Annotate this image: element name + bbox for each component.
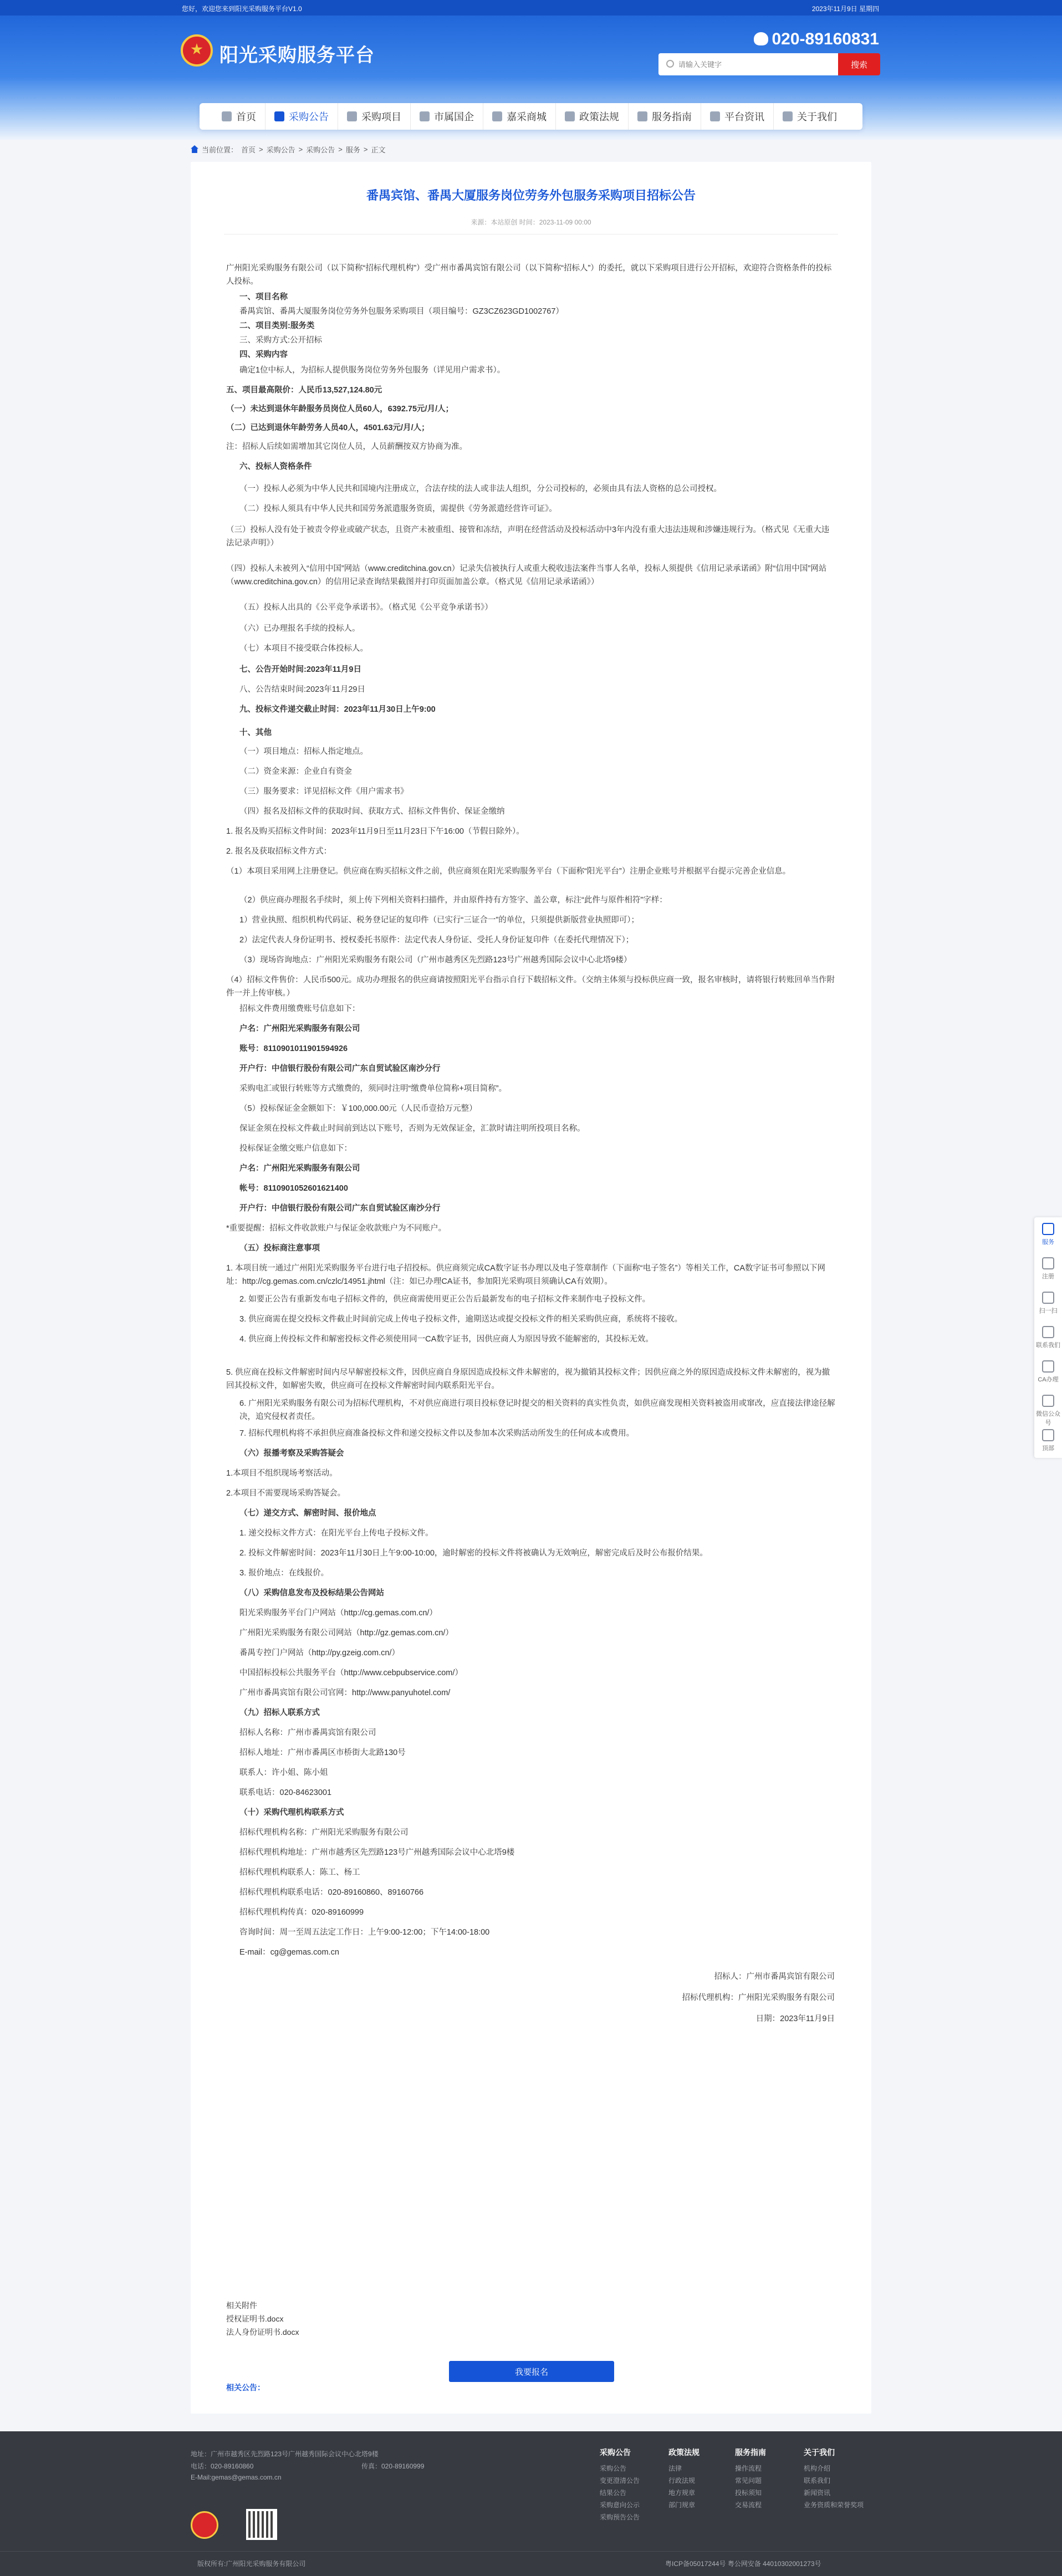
breadcrumb: 当前位置： 首页 > 采购公告 > 采购公告 > 服务 > 正文: [191, 143, 389, 155]
article-paragraph: 1. 递交投标文件方式：在阳光平台上传电子投标文件。: [239, 1529, 433, 1538]
article-paragraph: （二）已达到退休年龄劳务人员40人，4501.63元/月/人；: [226, 424, 430, 432]
article-paragraph: （五）投标商注意事项: [239, 1244, 320, 1253]
footer-phone: 电话：020-89160860: [191, 2462, 254, 2470]
article-paragraph: 招标代理机构联系电话：020-89160860、89160766: [239, 1888, 424, 1897]
article-paragraph: 户名：广州阳光采购服务有限公司: [239, 1164, 360, 1173]
qr-icon: [1042, 1292, 1054, 1304]
article-paragraph: 联系人：许小姐、陈小姐: [239, 1768, 328, 1777]
article-paragraph: 四、采购内容: [239, 350, 288, 359]
article-paragraph: （三）服务要求：详见招标文件《用户需求书》: [239, 787, 409, 796]
nav-home[interactable]: 首页: [213, 103, 266, 130]
flag-icon: [274, 111, 284, 121]
building-icon: [420, 111, 430, 121]
footer-link[interactable]: 变更澄清公告: [600, 2477, 640, 2485]
project-icon: [347, 111, 357, 121]
article-paragraph: 招标人：广州市番禺宾馆有限公司: [714, 1972, 835, 1981]
article-paragraph: 三、采购方式:公开招标: [239, 336, 323, 345]
hotline-number: 020-89160831: [772, 30, 879, 48]
article-paragraph: 注：招标人后续如需增加其它岗位人员，人员薪酬按双方协商为准。: [226, 442, 467, 451]
article-paragraph: *重要提醒：招标文件收款账户与保证金收款账户为不同账户。: [226, 1224, 447, 1233]
article-paragraph: 开户行：中信银行股份有限公司广东自贸试验区南沙分行: [239, 1064, 441, 1073]
article-paragraph: 六、投标人资格条件: [239, 462, 312, 471]
nav-mall[interactable]: 嘉采商城: [483, 103, 556, 130]
article-paragraph[interactable]: 广州市番禺宾馆有限公司官网：http://www.panyuhotel.com/: [239, 1689, 451, 1697]
article-paragraph: 7. 招标代理机构将不承担供应商准备投标文件和递交投标文件以及参加本次采购活动所发生的任何成本或费用。: [239, 1429, 635, 1438]
article-paragraph: （一）项目地点：招标人指定地点。: [239, 747, 368, 756]
nav-guide[interactable]: 服务指南: [629, 103, 701, 130]
article-paragraph[interactable]: 中国招标投标公共服务平台（http://www.cebpubservice.com/）: [239, 1669, 463, 1677]
nav-projects[interactable]: 采购项目: [338, 103, 411, 130]
emblem-logo-icon[interactable]: [181, 34, 213, 67]
article-paragraph: （二）资金来源：企业自有资金: [239, 767, 352, 776]
top-bar: [0, 0, 1062, 16]
article-paragraph: 九、投标文件递交截止时间：2023年11月30日上午9:00: [239, 705, 436, 714]
article-paragraph: 投标保证金缴交账户信息如下：: [239, 1144, 352, 1153]
footer-link[interactable]: 机构介绍: [804, 2465, 831, 2472]
article-paragraph: 二、项目类别:服务类: [239, 322, 315, 330]
article-paragraph: 广州阳光采购服务有限公司（以下简称“招标代理机构”）受广州市番禺宾馆有限公司（以下简称“招标人”）的委托，就以下采购项目进行公开招标，欢迎符合资格条件的投标人投标。: [226, 264, 832, 286]
article-paragraph: 番禺宾馆、番禺大厦服务岗位劳务外包服务采购项目（项目编号：GZ3CZ623GD1002767）: [239, 307, 564, 316]
breadcrumb-link[interactable]: 服务: [345, 145, 360, 154]
user-icon: [1042, 1257, 1054, 1269]
article-paragraph: 确定1位中标人，为招标人提供服务岗位劳务外包服务（详见用户需求书）。: [239, 366, 506, 375]
article-paragraph: （1）本项目采用网上注册登记。供应商在购买招标文件之前，供应商须在阳光采购服务平台（下面称“阳光平台”）注册企业账号并根据平台提示完善企业信息。: [226, 867, 791, 876]
article-paragraph: 帐号：8110901052601621400: [239, 1184, 348, 1193]
article-paragraph: 2）法定代表人身份证明书、授权委托书原件：法定代表人身份证、受托人身份证复印件（在委托代理情况下）；: [239, 936, 634, 945]
article-paragraph: （六）报播考察及采购答疑会: [239, 1449, 344, 1458]
footer-col-title: 关于我们: [804, 2448, 835, 2457]
search-icon: [666, 60, 674, 68]
article-paragraph[interactable]: 番禺专控门户网站（http://py.gzeig.com.cn/）: [239, 1649, 400, 1657]
footer-link[interactable]: 投标须知: [735, 2489, 762, 2497]
info-icon: [783, 111, 793, 121]
back-to-top-button[interactable]: 顶部: [1034, 1424, 1062, 1458]
ca-button[interactable]: CA办理: [1034, 1355, 1062, 1389]
article-paragraph: （七）递交方式、解密时间、报价地点: [239, 1509, 376, 1518]
article-paragraph: （2）供应商办理报名手续时，须上传下列相关资料扫描件，并由原件持有方签字、盖公章，标注“此件与原件相符”字样：: [239, 896, 667, 905]
contact-button[interactable]: 联系我们: [1034, 1320, 1062, 1355]
footer-copyright: 版权所有:广州阳光采购服务有限公司: [197, 2560, 306, 2568]
article-paragraph: 联系电话：020-84623001: [239, 1788, 332, 1797]
article-meta: 来源：本站原创 时间：2023-11-09 00:00: [471, 218, 591, 226]
breadcrumb-link[interactable]: 首页: [241, 145, 256, 154]
wechat-button[interactable]: 微信公众号: [1034, 1389, 1062, 1424]
article-paragraph: 招标代理机构名称：广州阳光采购服务有限公司: [239, 1828, 409, 1837]
article-paragraph: （四）投标人未被列入“信用中国”网站（www.creditchina.gov.cn）记录失信被执行人或重大税收违法案件当事人名单，投标人须提供《信用记录承诺函》附“信用中国”网站（www.creditchina.gov.cn）的信用记录查询结果截图并打印页面加盖公章。（格式见《信用记录承诺函》）: [226, 564, 827, 586]
article-paragraph: 十、其他: [239, 728, 272, 737]
article-paragraph: 3. 供应商需在提交投标文件截止时间前完成上传电子投标文件，逾期送达或提交投标文件的相关采购供应商，系统将不接收。: [239, 1315, 683, 1324]
nav-news[interactable]: 平台资讯: [701, 103, 774, 130]
article-paragraph: 八、公告结束时间:2023年11月29日: [239, 685, 365, 694]
article-paragraph: 五、项目最高限价：人民币13,527,124.80元: [226, 386, 382, 395]
article-paragraph: （七）本项目不接受联合体投标人。: [239, 644, 368, 653]
footer-link[interactable]: 联系我们: [804, 2477, 831, 2485]
footer-link[interactable]: 行政法规: [668, 2477, 696, 2485]
welcome-text: 您好，欢迎您来到阳光采购服务平台V1.0: [182, 5, 302, 13]
home-icon: [191, 145, 198, 153]
article-paragraph: 招标人地址：广州市番禺区市桥街大北路130号: [239, 1748, 406, 1757]
breadcrumb-link[interactable]: 采购公告: [266, 145, 295, 154]
news-icon: [710, 111, 720, 121]
article-paragraph: （3）现场咨询地点：广州阳光采购服务有限公司（广州市越秀区先烈路123号广州越秀国际会议中心北塔9楼）: [239, 956, 632, 965]
article-paragraph: 招标文件费用缴费账号信息如下：: [239, 1004, 360, 1013]
article-paragraph: 咨询时间：周一至周五法定工作日：上午9:00-12:00；下午14:00-18:00: [239, 1928, 490, 1937]
search-box: [658, 53, 838, 75]
cart-icon: [492, 111, 502, 121]
article-paragraph: 2. 报名及获取招标文件方式：: [226, 847, 332, 856]
document-icon: [565, 111, 575, 121]
nav-announcements[interactable]: 采购公告: [266, 103, 338, 130]
footer-email: E-Mail:gemas@gemas.com.cn: [191, 2473, 282, 2481]
article-paragraph: 4. 供应商上传投标文件和解密投标文件必须使用同一CA数字证书，因供应商人为原因导致不能解密的，其投标无效。: [239, 1335, 653, 1344]
footer-link[interactable]: 采购预告公告: [600, 2513, 640, 2521]
article-paragraph: （一）投标人必须为中华人民共和国境内注册成立，合法存续的法人或非法人组织，分公司投标的，必须由具有法人资格的总公司授权。: [239, 484, 722, 493]
phone-icon: [754, 32, 768, 45]
footer-link[interactable]: 采购公告: [600, 2465, 627, 2472]
attachments-label: 相关附件: [226, 2301, 257, 2310]
guide-icon: [637, 111, 647, 121]
breadcrumb-current: 正文: [371, 145, 386, 154]
article-paragraph: （九）招标人联系方式: [239, 1708, 320, 1717]
article-paragraph: 6. 广州阳光采购服务有限公司为招标代理机构，不对供应商进行项目投标登记时提交的相关资料的真实性负责，如供应商发现相关资料被盗用或窜改，应直接法律途径解决，追究侵权者责任。: [239, 1399, 835, 1421]
site-header: [0, 0, 1062, 140]
footer-col-title: 服务指南: [735, 2448, 766, 2457]
current-date: 2023年11月9日 星期四: [811, 5, 879, 13]
footer-fax: 传真：020-89160999: [361, 2462, 425, 2470]
main-nav: [200, 103, 862, 130]
footer-link[interactable]: 法律: [668, 2465, 682, 2472]
article-paragraph: 招标代理机构传真：020-89160999: [239, 1908, 364, 1917]
nav-about[interactable]: 关于我们: [774, 103, 846, 130]
article-paragraph: （十）采购代理机构联系方式: [239, 1808, 344, 1817]
article-paragraph: 1）营业执照、组织机构代码证、税务登记证的复印件（已实行“三证合一”的单位，只须提供新版营业执照即可）；: [239, 916, 639, 925]
government-badge-icon[interactable]: [191, 2511, 218, 2539]
qr-code-icon: [246, 2509, 277, 2540]
article-paragraph: （一）未达到退休年龄服务员岗位人员60人，6392.75元/月/人；: [226, 405, 454, 414]
apply-button[interactable]: 我要报名: [449, 2361, 614, 2382]
article-paragraph: （四）报名及招标文件的获取时间、获取方式、招标文件售价、保证金缴纳: [239, 807, 505, 816]
arrow-up-icon: [1042, 1429, 1054, 1441]
footer-link[interactable]: 操作流程: [735, 2465, 762, 2472]
certificate-icon: [1042, 1360, 1054, 1373]
article-paragraph[interactable]: 广州阳光采购服务有限公司网站（http://gz.gemas.com.cn/）: [239, 1629, 453, 1638]
article-paragraph: 保证金须在投标文件截止时间前到达以下账号，否则为无效保证金，汇款时请注明所投项目名称。: [239, 1124, 585, 1133]
nav-soe[interactable]: 市属国企: [411, 103, 483, 130]
article-paragraph: （二）投标人须具有中华人民共和国劳务派遣服务资质，需提供《劳务派遣经营许可证》。: [239, 504, 557, 513]
article-paragraph: 招标代理机构地址：广州市越秀区先烈路123号广州越秀国际会议中心北塔9楼: [239, 1848, 515, 1857]
article-paragraph: （六）已办理报名手续的投标人。: [239, 624, 360, 633]
footer-link[interactable]: 交易流程: [735, 2501, 762, 2509]
footer-address: 地址：广州市越秀区先烈路123号广州越秀国际会议中心北塔9楼: [191, 2450, 379, 2458]
article-paragraph: 户名：广州阳光采购服务有限公司: [239, 1024, 360, 1033]
article-paragraph: 1. 报名及购买招标文件时间：2023年11月9日至11月23日下午16:00（节假日除外）。: [226, 827, 524, 836]
article-paragraph: 招标代理机构：广州阳光采购服务有限公司: [682, 1993, 835, 2002]
breadcrumb-link[interactable]: 采购公告: [306, 145, 335, 154]
article-paragraph: E-mail：cg@gemas.com.cn: [239, 1948, 339, 1957]
footer-link[interactable]: 业务资质和荣誉奖项: [804, 2501, 864, 2509]
article-paragraph[interactable]: 阳光采购服务平台门户网站（http://cg.gemas.com.cn/）: [239, 1609, 437, 1618]
related-announcements-label: 相关公告：: [226, 2383, 265, 2392]
article-paragraph: 采购电汇或银行转账等方式缴费的，须同时注明“缴费单位简称+项目简称”。: [239, 1084, 507, 1093]
footer-link[interactable]: 地方规章: [668, 2489, 696, 2497]
float-toolbar: [1034, 1217, 1062, 1458]
article-paragraph: 5. 供应商在投标文件解密时间内尽早解密投标文件，因供应商自身原因造成投标文件未解密的，视为撤销其投标文件；因供应商之外的原因造成投标文件未解密的，视为撤回其投标文件，如解密失败，供应商可在投标文件解密时间内联系阳光平台。: [226, 1368, 830, 1390]
article-paragraph: 账号：8110901011901594926: [239, 1044, 348, 1053]
footer-link[interactable]: 常见问题: [735, 2477, 762, 2485]
divider: [0, 2551, 1062, 2552]
service-button[interactable]: 服务: [1034, 1217, 1062, 1252]
search-input[interactable]: [678, 58, 834, 71]
footer-link[interactable]: 新闻资讯: [804, 2489, 831, 2497]
search-button[interactable]: 搜索: [838, 53, 880, 75]
nav-policy[interactable]: 政策法规: [556, 103, 629, 130]
footer-icp: 粤ICP备05017244号 粤公网安备 44010302001273号: [665, 2560, 821, 2568]
site-footer: [0, 2431, 1062, 2576]
article-paragraph: 3. 报价地点：在线报价。: [239, 1569, 329, 1578]
attachment-link[interactable]: 法人身份证明书.docx: [226, 2328, 299, 2337]
article-paragraph: 招标人名称：广州市番禺宾馆有限公司: [239, 1728, 376, 1737]
article-paragraph: 招标代理机构联系人：陈工、杨工: [239, 1868, 360, 1877]
article-paragraph: （三）投标人没有处于被责令停业或破产状态，且资产未被重组、接管和冻结，声明在经营活动及投标活动中3年内没有重大违法违规和涉嫌违规行为。（格式见《无重大违法记录声明》）: [226, 526, 830, 548]
article-paragraph: （五）投标人出具的《公平竞争承诺书》。（格式见《公平竞争承诺书》）: [239, 603, 493, 612]
article-card: [191, 162, 871, 2414]
article-paragraph: 日期：2023年11月9日: [755, 2014, 835, 2023]
article-paragraph: （八）采购信息发布及投标结果公告网站: [239, 1589, 384, 1598]
article-paragraph: （4）招标文件售价：人民币500元。成功办理报名的供应商请按照阳光平台指示自行下载招标文件。（交纳主体须与投标供应商一致，报名审核时，请将银行转账回单当作附件一并上传审核。）: [226, 976, 835, 998]
site-title[interactable]: 阳光采购服务平台: [219, 45, 375, 66]
home-icon: [222, 111, 232, 121]
article-paragraph: （5）投标保证金金额如下：￥100,000.00元（人民币壹拾万元整）: [239, 1104, 477, 1113]
article-paragraph: 七、公告开始时间:2023年11月9日: [239, 665, 361, 674]
article-title: 番禺宾馆、番禺大厦服务岗位劳务外包服务采购项目招标公告: [366, 188, 696, 202]
wechat-icon: [1042, 1395, 1054, 1407]
attachment-link[interactable]: 授权证明书.docx: [226, 2314, 284, 2323]
article-paragraph: 2.本项目不需要现场采购答疑会。: [226, 1489, 346, 1498]
footer-col-title: 采购公告: [600, 2448, 631, 2457]
chat-icon: [1042, 1326, 1054, 1338]
article-paragraph: 2. 如要正公告有重新发布电子招标文件的，供应商需使用更正公告后最新发布的电子招标文件来制作电子投标文件。: [239, 1295, 651, 1304]
article-paragraph: 开户行：中信银行股份有限公司广东自贸试验区南沙分行: [239, 1204, 441, 1213]
footer-link[interactable]: 结果公告: [600, 2489, 627, 2497]
monitor-icon: [1042, 1223, 1054, 1235]
hotline: [754, 30, 879, 49]
footer-link[interactable]: 部门规章: [668, 2501, 696, 2509]
article-paragraph: 2. 投标文件解密时间：2023年11月30日上午9:00-10:00，逾时解密的投标文件将被确认为无效响应，解密完成后及时公布报价结果。: [239, 1549, 708, 1558]
register-button[interactable]: 注册: [1034, 1252, 1062, 1286]
footer-link[interactable]: 采购意向公示: [600, 2501, 640, 2509]
article-paragraph: 一、项目名称: [239, 293, 288, 302]
article-paragraph: 1.本项目不组织现场考察活动。: [226, 1469, 338, 1478]
scan-button[interactable]: 扫一扫: [1034, 1286, 1062, 1320]
article-paragraph[interactable]: 1. 本项目统一通过广州阳光采购服务平台进行电子招投标。供应商须完成CA数字证书办理以及电子签章制作（下面称“电子签名”）等相关工作，CA数字证书可参照以下网址：http://cg.gemas.com.cn/czlc/14951.jhtml（注：如已办理CA证书，参加阳光采购项目须确认CA有效期）。: [226, 1264, 826, 1286]
footer-col-title: 政策法规: [668, 2448, 700, 2457]
